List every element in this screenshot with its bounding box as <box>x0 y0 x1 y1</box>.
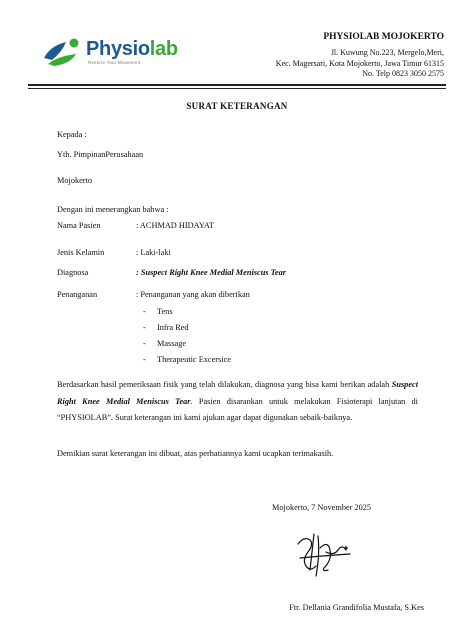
brand-tagline: Restore Your Movement <box>88 60 141 65</box>
body-paragraph-1 <box>57 377 418 427</box>
clinic-name: PHYSIOLAB MOJOKERTO <box>323 32 444 42</box>
field-value: : Penanganan yang akan diberikan <box>136 290 250 299</box>
treatment-label: Infra Red <box>157 323 189 332</box>
letter-page: Physiolab Restore Your Movement PHYSIOLAB MOJOKERTO Jl. Kuwung No.223, Mergelo,Meri, Kec. Magersari, Kota Mojokerto, Jawa Timur 61315 No. Telp 0823 3050 2575 SURAT KETERANGAN Kepada : Yth. PimpinanPerusahaan Mojokerto Dengan ini menerangkan bahwa : Nama Pasien : ACHMAD HIDAYAT Jenis Kelamin : Laki-laki Diagnosa : Suspect Right Knee Medial Meniscus Tear Penanganan : Penanganan yang akan diberikan - Tens - Infra Red - Massage - Therapeutic Excersice Berdasarkan hasil pemeriksaan fisik yang telah dilakukan, diagnosa yang bisa kami berikan adalah Suspect Right Knee Medial Meniscus Tear. Pasien disarankan untuk melakukan Fisioterapi lanjutan di “PHYSIOLAB”. Surat keterangan ini kami ajukan agar dapat digunakan sebaik-baiknya. Demikian surat keterangan ini dibuat, atas perhatiannya kami ucapkan terimakasih. Mojokerto, 7 November 2025 Ftr. Dellania Grandifolia Mustafa, S.Kes <box>0 0 474 632</box>
treatment-label: Massage <box>157 339 187 348</box>
intro-text: Dengan ini menerangkan bahwa : <box>57 205 169 214</box>
address-line-2: Kec. Magersari, Kota Mojokerto, Jawa Timur 61315 <box>275 58 444 68</box>
field-value: : Suspect Right Knee Medial Meniscus Tear <box>136 268 286 277</box>
recipient-yth: Yth. PimpinanPerusahaan <box>57 150 144 159</box>
clinic-info <box>276 32 444 80</box>
treatment-label: Tens <box>157 307 173 316</box>
body-paragraph-2: Demikian surat keterangan ini dibuat, atas perhatiannya kami ucapkan terimakasih. <box>57 449 334 458</box>
field-label: Diagnosa <box>57 268 89 277</box>
paragraph-text: . Pasien disarankan untuk melakukan Fisioterapi lanjutan di “PHYSIOLAB”. Surat keterangan ini kami ajukan agar dapat digunakan sebaik-baiknya. <box>57 396 418 422</box>
field-label: Jenis Kelamin <box>57 248 105 257</box>
address-line-1: Jl. Kuwung No.223, Mergelo,Meri, <box>330 48 444 57</box>
address-line-3: No. Telp 0823 3050 2575 <box>362 69 444 78</box>
place-date: Mojokerto, 7 November 2025 <box>272 503 372 512</box>
field-label: Penanganan <box>57 290 98 299</box>
recipient-city: Mojokerto <box>57 176 93 185</box>
field-value: : Laki-laki <box>136 248 171 257</box>
paragraph-diagnosis: Suspect Right Knee Medial Meniscus Tear <box>57 380 418 406</box>
recipient-kepada: Kepada : <box>57 130 87 139</box>
letter-title: SURAT KETERANGAN <box>186 101 288 111</box>
signature-icon <box>280 526 370 586</box>
brand-name-part1: Physio <box>86 38 150 60</box>
field-value: : ACHMAD HIDAYAT <box>136 221 215 230</box>
field-label: Nama Pasien <box>57 221 101 230</box>
header-divider-thick <box>28 84 446 86</box>
brand-name <box>86 38 178 61</box>
paragraph-text: Berdasarkan hasil pemeriksaan fisik yang telah dilakukan, diagnosa yang bisa kami berikan adalah <box>57 380 392 389</box>
treatment-label: Therapeutic Excersice <box>157 355 231 364</box>
brand-name-part2: lab <box>149 38 178 60</box>
signatory-name: Ftr. Dellania Grandifolia Mustafa, S.Kes <box>289 603 424 612</box>
header-divider-thin <box>28 88 446 89</box>
